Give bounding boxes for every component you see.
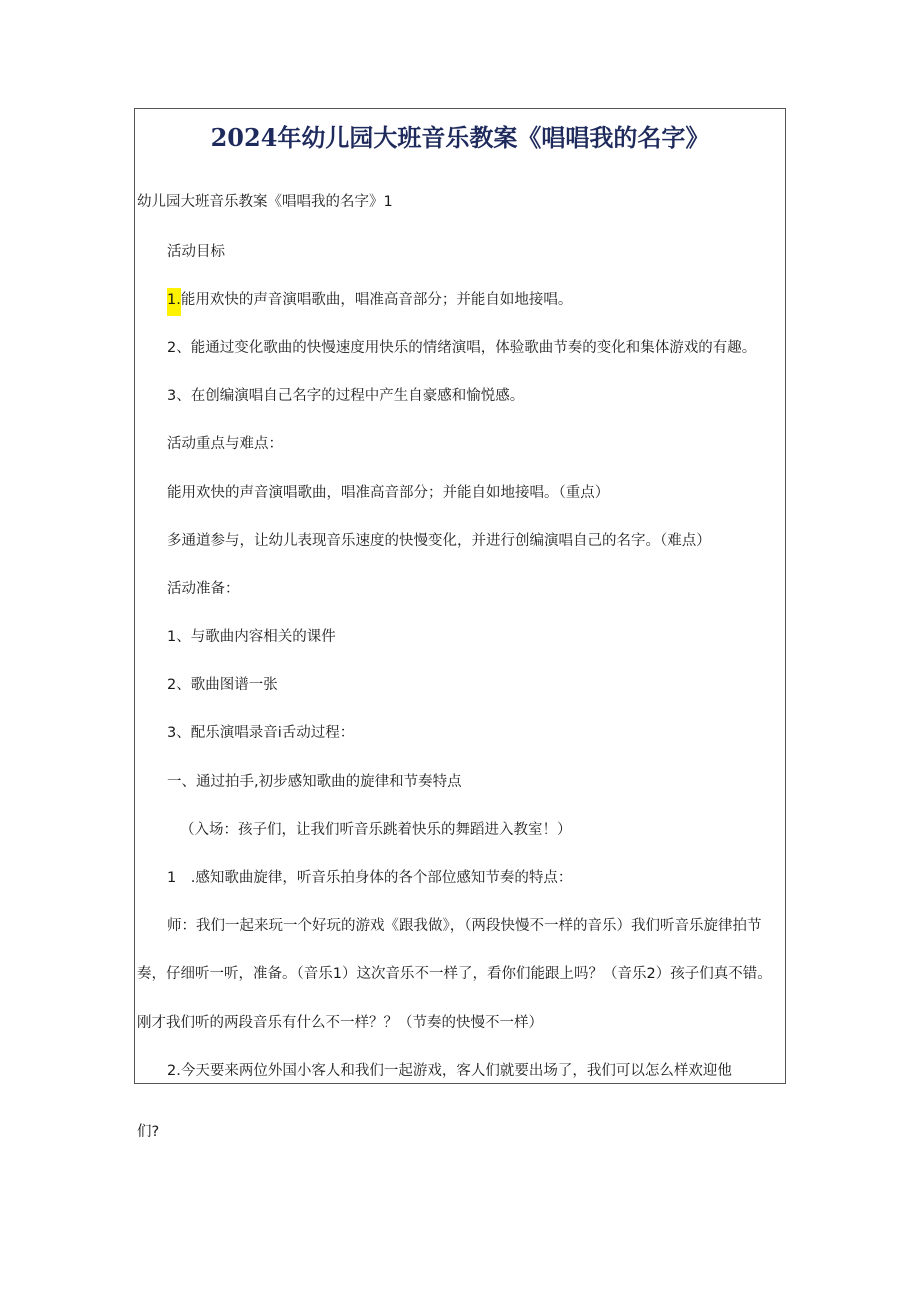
step-1-2: 2.今天要来两位外国小客人和我们一起游戏，客人们就要出场了，我们可以怎么样欢迎他: [167, 1063, 732, 1079]
teacher-line-1: 师：我们一起来玩一个好玩的游戏《跟我做》，（两段快慢不一样的音乐）我们听音乐旋律拍节: [167, 918, 762, 934]
prep-item-2: 2、歌曲图谱一张: [167, 677, 278, 693]
step-1-2-tail: 们?: [137, 1124, 160, 1140]
prep-item-3: 3、配乐演唱录音i舌动过程：: [167, 725, 355, 741]
step-1-1: 1 .感知歌曲旋律，听音乐拍身体的各个部位感知节奏的特点：: [167, 870, 573, 886]
step-1-heading: 一、通过拍手,初步感知歌曲的旋律和节奏特点: [167, 774, 462, 790]
key-heading: 活动重点与难点：: [167, 436, 283, 452]
page-title: 2024年幼儿园大班音乐教案《唱唱我的名字》: [210, 123, 710, 152]
goal-2: 2、能通过变化歌曲的快慢速度用快乐的情绪演唱，体验歌曲节奏的变化和集体游戏的有趣。: [167, 340, 757, 356]
difficult-point: 多通道参与，让幼儿表现音乐速度的快慢变化，并进行创编演唱自己的名字。（难点）: [167, 533, 711, 549]
key-point: 能用欢快的声音演唱歌曲，唱准高音部分；并能自如地接唱。（重点）: [167, 485, 610, 501]
teacher-line-2: 奏，仔细听一听，准备。（音乐1）这次音乐不一样了，看你们能跟上吗？（音乐2）孩子们真不错。: [137, 966, 772, 982]
goal-1: [167, 290, 572, 310]
entry-note: （入场：孩子们，让我们听音乐跳着快乐的舞蹈进入教室！）: [180, 822, 572, 838]
goal-1-text: 能用欢快的声音演唱歌曲，唱准高音部分；并能自如地接唱。: [180, 292, 573, 308]
goal-3: 3、在创编演唱自己名字的过程中产生自豪感和愉悦感。: [167, 388, 525, 404]
goals-heading: 活动目标: [167, 244, 225, 260]
highlight-marker: 1.: [167, 288, 181, 316]
teacher-line-3: 刚才我们听的两段音乐有什么不一样？？（节奏的快慢不一样）: [137, 1015, 543, 1031]
subtitle: 幼儿园大班音乐教案《唱唱我的名字》1: [137, 194, 393, 210]
prep-item-1: 1、与歌曲内容相关的课件: [167, 629, 336, 645]
prep-heading: 活动准备：: [167, 581, 240, 597]
